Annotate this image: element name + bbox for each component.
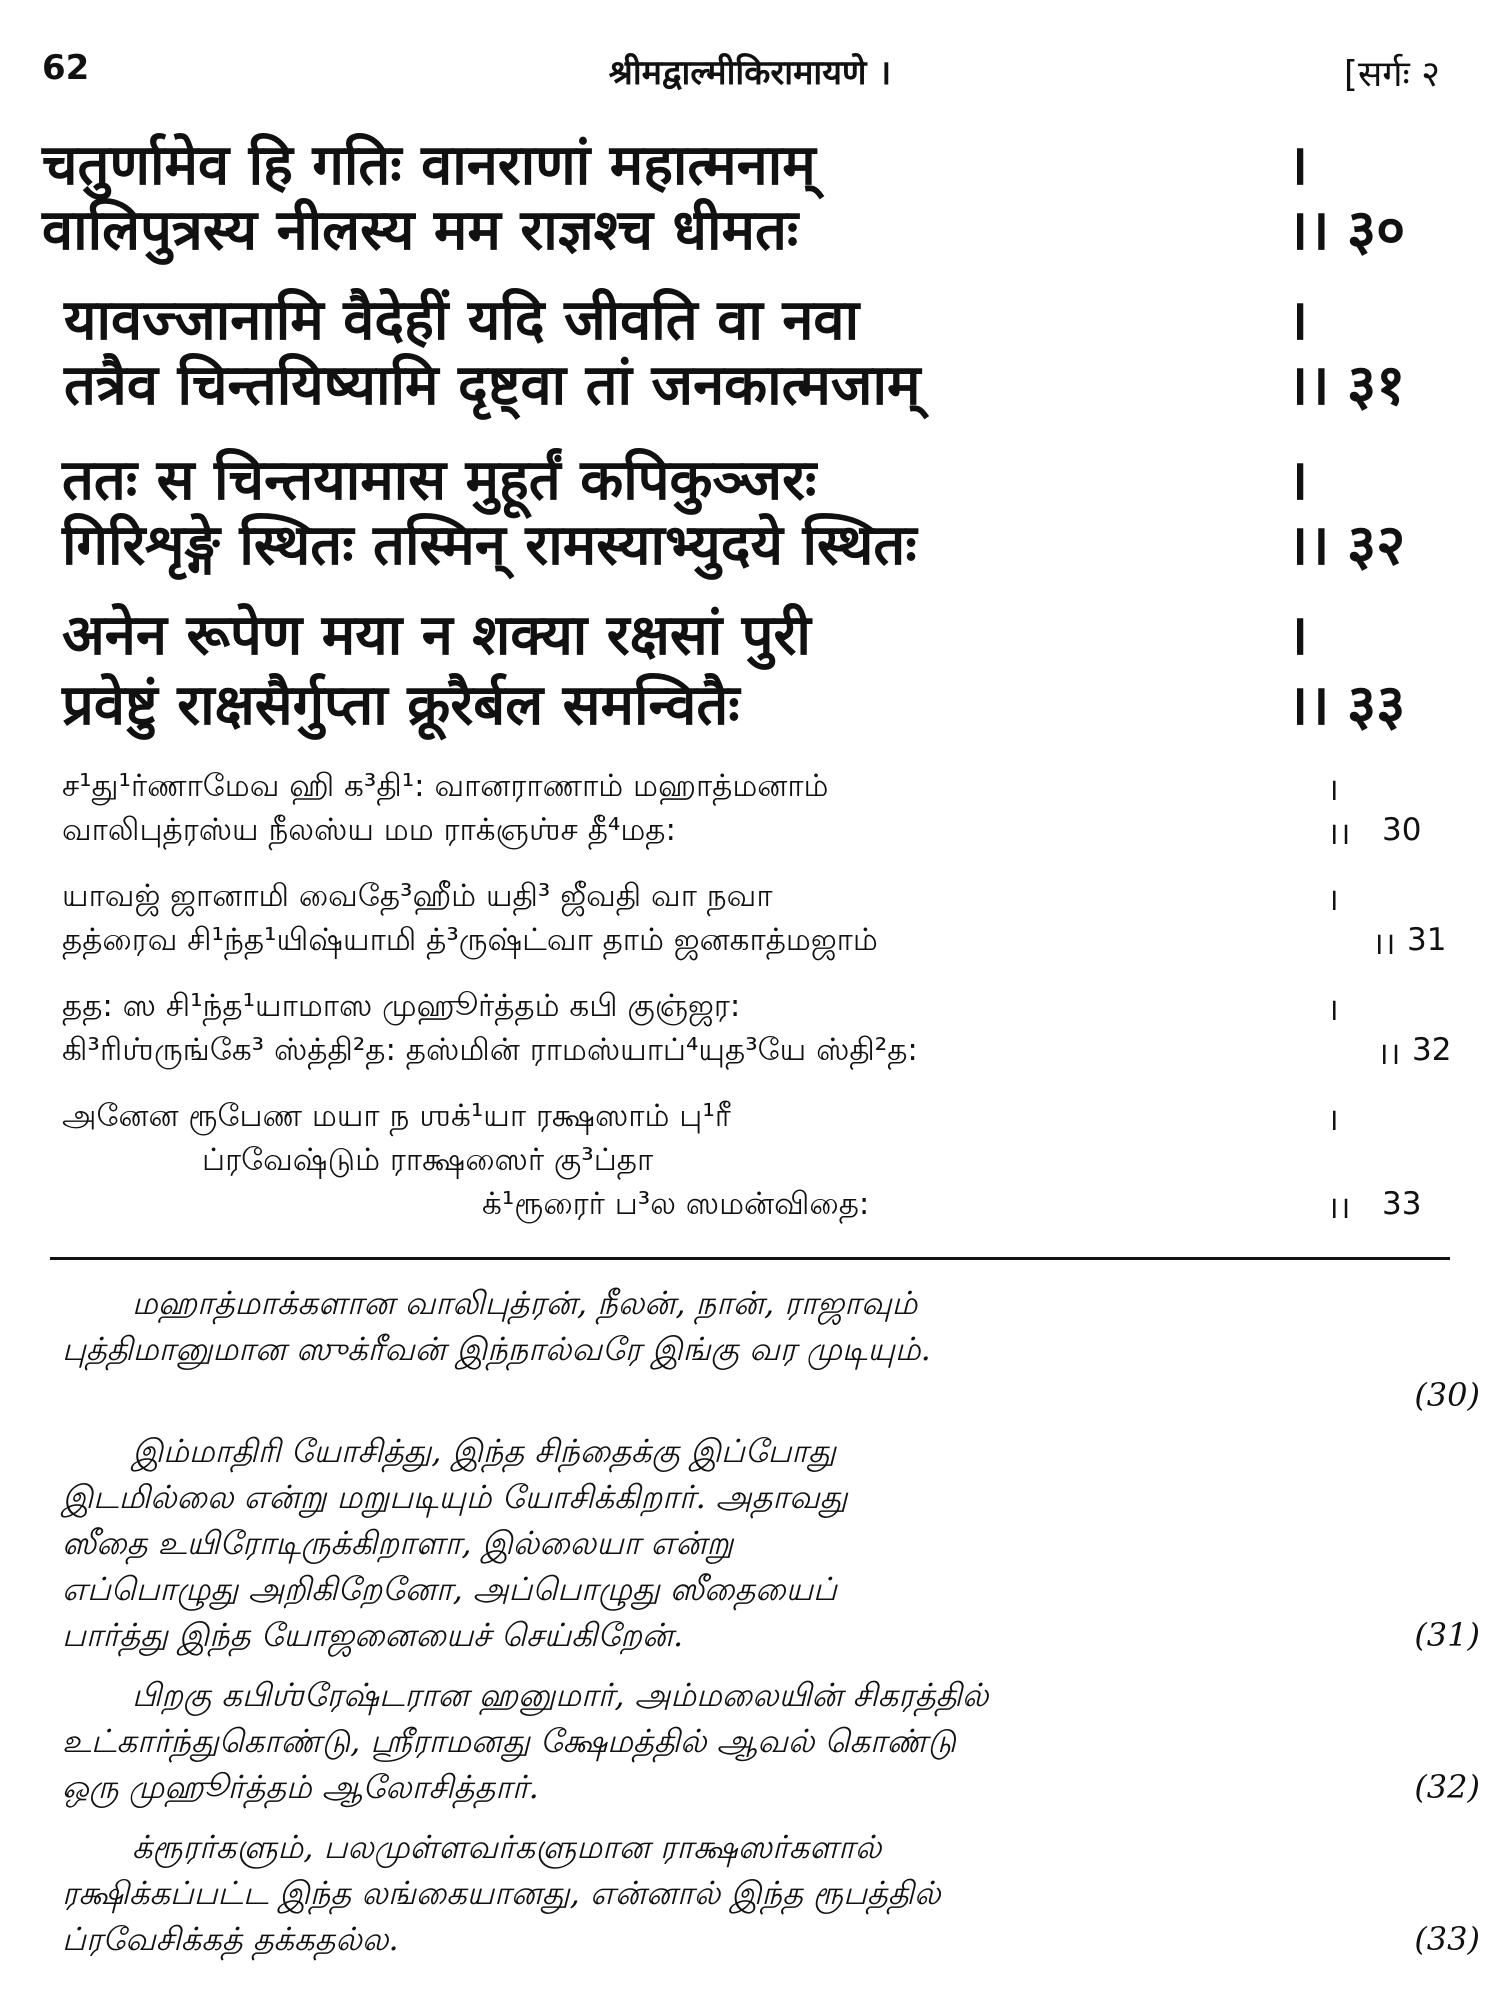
double-danda-mark: ।। <box>1372 926 1396 962</box>
commentary-text: பார்த்து இந்த யோஜனையைச் செய்கிறேன். <box>62 1616 684 1654</box>
verse-text: तत्रैव चिन्तयिष्यामि दृष्ट्वा तां जनकात्मजाम् <box>64 353 921 418</box>
verse-number: ३२ <box>1347 513 1406 578</box>
section-divider <box>50 1257 1450 1260</box>
danda-mark: । <box>1287 288 1309 353</box>
verse-reference: (33) <box>1414 1920 1480 1958</box>
verse-text: ततः स चिन्तयामास मुहूर्तं कपिकुञ्जरः <box>62 448 817 513</box>
verse-reference: (30) <box>1414 1376 1480 1414</box>
commentary-line: இம்மாதிரி யோசித்து, இந்த சிந்தைக்கு இப்போது <box>132 1432 836 1470</box>
commentary-text: ப்ரவேசிக்கத் தக்கதல்ல. <box>62 1920 399 1958</box>
transliteration-text: ச¹து¹ர்ணாமேவ ஹி க³தி¹: வானராணாம் மஹாத்மனாம் <box>62 768 829 804</box>
transliteration-text: க்¹ரூரைர் ப³ல ஸமன்விதை: <box>482 1186 870 1222</box>
verse-number: ३० <box>1347 198 1406 263</box>
page-number: 62 <box>42 48 90 88</box>
sanskrit-verse-line <box>42 595 1442 675</box>
danda-mark: । <box>1287 603 1309 668</box>
commentary-line <box>62 1768 1480 1814</box>
danda-mark: । <box>1327 1102 1339 1138</box>
transliteration-line <box>62 878 1462 926</box>
double-danda-mark: ।। <box>1327 816 1351 852</box>
transliteration-text: தத்ரைவ சி¹ந்த¹யிஷ்யாமி த்³ருஷ்ட்வா தாம் ஜனகாத்மஜாம் <box>62 922 878 958</box>
danda-mark: । <box>1327 882 1339 918</box>
transliteration-line <box>62 1186 1462 1234</box>
commentary-line: மஹாத்மாக்களான வாலிபுத்ரன், நீலன், நான், ராஜாவும் <box>132 1284 918 1322</box>
verse-text: यावज्जानामि वैदेहीं यदि जीवति वा नवा <box>64 288 860 353</box>
double-danda-mark: ।। <box>1287 198 1330 263</box>
transliteration-line <box>62 768 1462 816</box>
transliteration-text: ப்ரவேஷ்டும் ராக்ஷஸைர் கு³ப்தா <box>202 1142 654 1178</box>
verse-text: वालिपुत्रस्य नीलस्य मम राज्ञश्च धीमतः <box>42 198 799 263</box>
transliteration-line <box>62 1098 1462 1146</box>
sanskrit-verse-line <box>42 665 1442 745</box>
sanskrit-verse-line <box>42 505 1442 585</box>
verse-number: 30 <box>1382 812 1422 848</box>
transliteration-line <box>62 988 1462 1036</box>
verse-number: 32 <box>1412 1032 1452 1068</box>
double-danda-mark: ।। <box>1377 1036 1401 1072</box>
commentary-line: இடமில்லை என்று மறுபடியும் யோசிக்கிறார். அதாவது <box>62 1478 848 1516</box>
commentary-text: ஒரு முஹூர்த்தம் ஆலோசித்தார். <box>62 1768 539 1806</box>
double-danda-mark: ।। <box>1287 513 1330 578</box>
commentary-line: உட்கார்ந்துகொண்டு, ஸ்ரீராமனது க்ஷேமத்தில் ஆவல் கொண்டு <box>62 1722 956 1760</box>
danda-mark: । <box>1327 992 1339 1028</box>
commentary-line <box>62 1616 1480 1662</box>
danda-mark: । <box>1287 133 1309 198</box>
danda-mark: । <box>1327 772 1339 808</box>
sanskrit-verse-line <box>42 345 1442 425</box>
verse-number: 31 <box>1407 922 1447 958</box>
double-danda-mark: ।। <box>1287 353 1330 418</box>
commentary-line: ஸீதை உயிரோடிருக்கிறாளா, இல்லையா என்று <box>62 1524 734 1562</box>
verse-reference: (31) <box>1414 1616 1480 1654</box>
transliteration-line <box>62 1032 1462 1080</box>
verse-number: ३३ <box>1347 673 1406 738</box>
sarga-label: [सर्गः २ <box>1343 54 1440 95</box>
transliteration-text: தத: ஸ சி¹ந்த¹யாமாஸ முஹூர்த்தம் கபி குஞ்ஜர: <box>62 988 741 1024</box>
verse-text: अनेन रूपेण मया न शक्या रक्षसां पुरी <box>62 603 811 668</box>
commentary-line: பிறகு கபிஶ்ரேஷ்டரான ஹனுமார், அம்மலையின் சிகரத்தில் <box>132 1676 989 1714</box>
verse-text: प्रवेष्टुं राक्षसैर्गुप्ता क्रूरैर्बल समन्वितैः <box>62 673 740 738</box>
commentary-line: ரக்ஷிக்கப்பட்ட இந்த லங்கையானது, என்னால் இந்த ரூபத்தில் <box>62 1874 941 1912</box>
commentary-line: க்ரூரர்களும், பலமுள்ளவர்களுமான ராக்ஷஸர்களால் <box>132 1828 882 1866</box>
commentary-line: எப்பொழுது அறிகிறேனோ, அப்பொழுது ஸீதையைப் <box>62 1570 837 1608</box>
verse-reference: (32) <box>1414 1768 1480 1806</box>
verse-number: ३१ <box>1347 353 1406 418</box>
verse-number: 33 <box>1382 1186 1422 1222</box>
verse-text: गिरिशृङ्गे स्थितः तस्मिन् रामस्याभ्युदये स्थितः <box>62 513 917 578</box>
transliteration-text: யாவஜ் ஜானாமி வைதே³ஹீம் யதி³ ஜீவதி வா நவா <box>62 878 773 914</box>
transliteration-text: வாலிபுத்ரஸ்ய நீலஸ்ய மம ராக்ஞஶ்ச தீ⁴மத: <box>62 812 676 848</box>
double-danda-mark: ।। <box>1327 1190 1351 1226</box>
transliteration-line <box>62 922 1462 970</box>
transliteration-line <box>62 1142 1462 1190</box>
running-title: श्रीमद्वाल्मीकिरामायणे । <box>608 53 892 93</box>
transliteration-line <box>62 812 1462 860</box>
transliteration-text: கி³ரிஶ்ருங்கே³ ஸ்த்தி²த: தஸ்மின் ராமஸ்யாப்⁴யுத³யே ஸ்தி²த: <box>62 1032 918 1068</box>
commentary-line: புத்திமானுமான ஸுக்ரீவன் இந்நால்வரே இங்கு வர முடியும். <box>62 1330 931 1368</box>
commentary-line <box>62 1920 1480 1966</box>
danda-mark: । <box>1287 448 1309 513</box>
sanskrit-verse-line <box>42 190 1442 270</box>
double-danda-mark: ।। <box>1287 673 1330 738</box>
transliteration-text: அனேன ரூபேண மயா ந ஶக்¹யா ரக்ஷஸாம் பு¹ரீ <box>62 1098 731 1134</box>
verse-text: चतुर्णामेव हि गतिः वानराणां महात्मनाम् <box>42 133 816 198</box>
